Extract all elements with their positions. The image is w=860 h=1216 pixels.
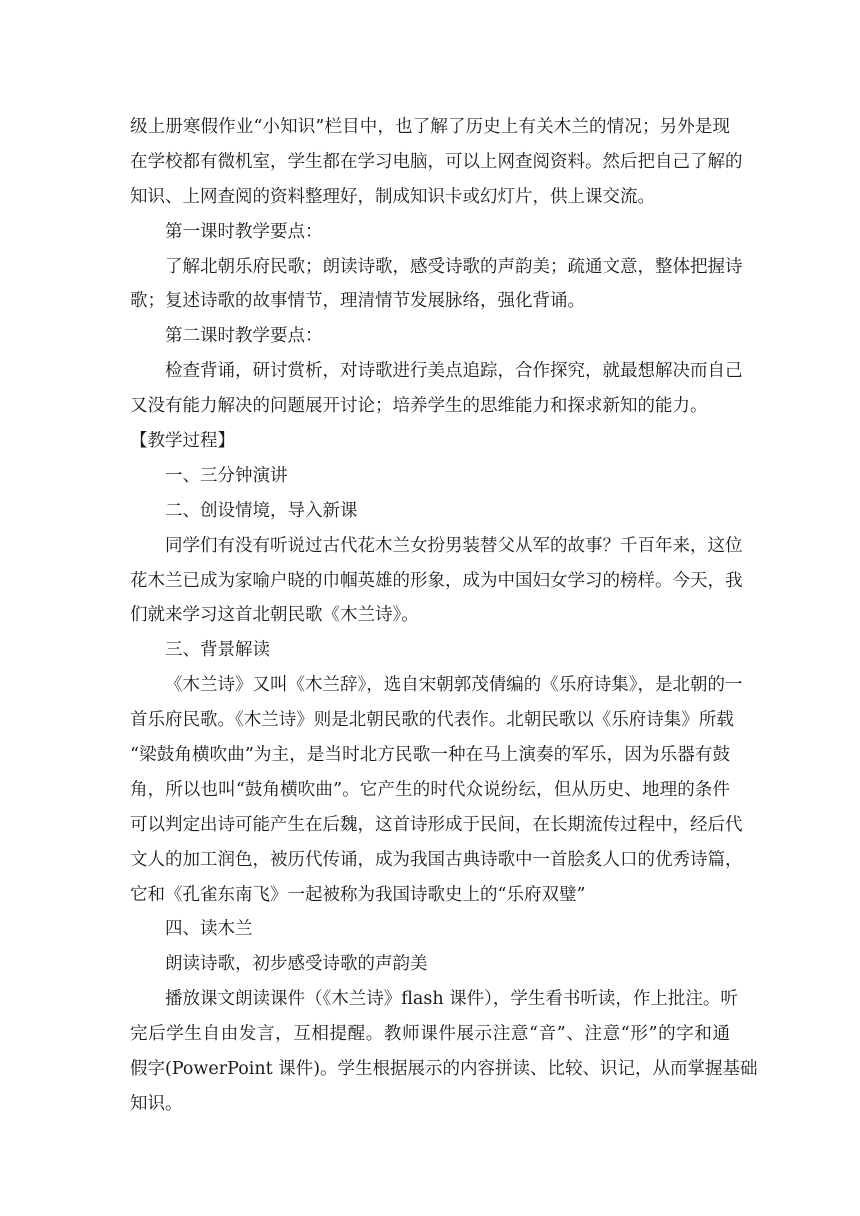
text-line: 《木兰诗》又叫《木兰辞》，选自宋朝郭茂倩编的《乐府诗集》，是北朝的一 — [165, 675, 743, 696]
text-line: 检查背诵，研讨赏析，对诗歌进行美点追踪，合作探究，就最想解决而自己 — [165, 361, 743, 382]
text-line: 同学们有没有听说过古代花木兰女扮男装替父从军的故事？千百年来，这位 — [165, 535, 743, 556]
text-line: 知识。 — [130, 1093, 183, 1114]
step-heading: 二、创设情境，导入新课 — [165, 500, 358, 521]
section-heading: 第一课时教学要点： — [165, 221, 323, 242]
step-heading: 四、读木兰 — [165, 919, 253, 940]
text-line: 它和《孔雀东南飞》一起被称为我国诗歌史上的“乐府双璧” — [130, 884, 586, 905]
text-line: 完后学生自由发言，互相提醒。教师课件展示注意“音”、注意“形”的字和通 — [130, 1024, 730, 1045]
text-line: 朗读诗歌，初步感受诗歌的声韵美 — [165, 954, 428, 975]
text-line: 歌；复述诗歌的故事情节，理清情节发展脉络，强化背诵。 — [130, 291, 585, 312]
text-line: 又没有能力解决的问题展开讨论；培养学生的思维能力和探求新知的能力。 — [130, 396, 708, 417]
text-line: 在学校都有微机室，学生都在学习电脑，可以上网查阅资料。然后把自己了解的 — [130, 151, 743, 172]
text-line: 播放课文朗读课件（《木兰诗》flash 课件），学生看书听读，作上批注。听 — [165, 989, 738, 1010]
text-line: 文人的加工润色，被历代传诵，成为我国古典诗歌中一首脍炙人口的优秀诗篇， — [130, 849, 743, 870]
text-line: 花木兰已成为家喻户晓的巾帼英雄的形象，成为中国妇女学习的榜样。今天，我 — [130, 570, 743, 591]
text-line: 们就来学习这首北朝民歌《木兰诗》。 — [130, 605, 419, 626]
document-page — [130, 110, 758, 1122]
text-line: “梁鼓角横吹曲”为主，是当时北方民歌一种在马上演奏的军乐，因为乐器有鼓 — [130, 745, 730, 766]
text-line: 假字(PowerPoint 课件)。学生根据展示的内容拼读、比较、识记，从而掌握基础 — [130, 1059, 758, 1080]
text-line: 级上册寒假作业“小知识”栏目中，也了解了历史上有关木兰的情况；另外是现 — [130, 117, 730, 137]
section-heading: 【教学过程】 — [130, 431, 235, 452]
text-line: 首乐府民歌。《木兰诗》则是北朝民歌的代表作。北朝民歌以《乐府诗集》所载 — [130, 710, 734, 731]
step-heading: 三、背景解读 — [165, 640, 270, 661]
text-line: 了解北朝乐府民歌；朗读诗歌，感受诗歌的声韵美；疏通文意，整体把握诗 — [165, 256, 743, 277]
step-heading: 一、三分钟演讲 — [165, 465, 288, 486]
text-line: 角，所以也叫“鼓角横吹曲”。它产生的时代众说纷纭，但从历史、地理的条件 — [130, 779, 730, 800]
text-line: 可以判定出诗可能产生在后魏，这首诗形成于民间，在长期流传过程中，经后代 — [130, 814, 743, 835]
text-line: 知识、上网查阅的资料整理好，制成知识卡或幻灯片，供上课交流。 — [130, 186, 655, 207]
section-heading: 第二课时教学要点： — [165, 326, 323, 347]
